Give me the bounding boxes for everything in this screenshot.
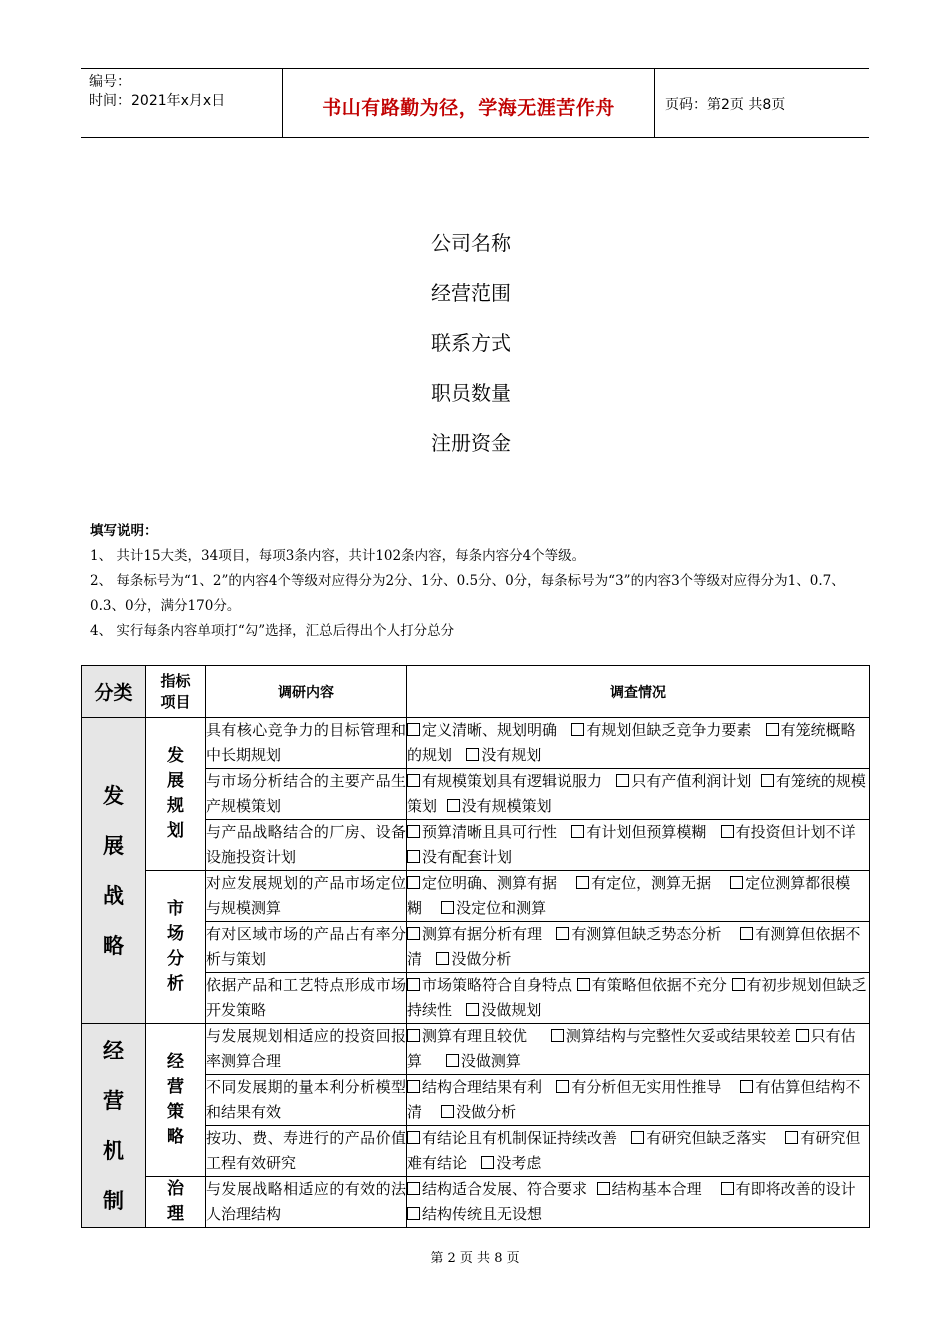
checkbox-option[interactable]	[577, 976, 727, 994]
column-header-indicator	[146, 666, 206, 718]
option-label: 有笼统的规模策划	[407, 772, 866, 815]
checkbox-icon[interactable]	[436, 952, 449, 965]
checkbox-icon[interactable]	[766, 723, 779, 736]
option-label: 没考虑	[496, 1154, 542, 1172]
checkbox-option[interactable]	[441, 1103, 516, 1121]
option-label: 测算结构与完整性欠妥或结果较差	[565, 1027, 791, 1045]
checkbox-option[interactable]	[631, 1129, 766, 1147]
checkbox-option[interactable]	[556, 925, 721, 943]
option-label: 有规划但缺乏竞争力要素	[586, 721, 752, 739]
checkbox-icon[interactable]	[447, 799, 460, 812]
instructions-title: 填写说明：	[90, 523, 158, 539]
checkbox-option[interactable]	[571, 823, 706, 841]
option-label: 有结论且有机制保证持续改善	[422, 1129, 618, 1147]
column-header-indicator-text: 指标项目	[160, 671, 191, 711]
table-row	[82, 1024, 870, 1075]
content-cell: 与发展战略相适应的有效的法人治理结构	[206, 1177, 407, 1228]
option-label: 有即将改善的设计	[735, 1180, 856, 1198]
checkbox-icon[interactable]	[721, 1182, 734, 1195]
content-cell: 有对区域市场的产品占有率分析与策划	[206, 922, 407, 973]
option-label: 有研究但缺乏落实	[646, 1129, 767, 1147]
indicator-cell	[146, 871, 206, 1024]
checkbox-option[interactable]	[551, 1027, 791, 1045]
checkbox-icon[interactable]	[551, 1029, 564, 1042]
option-label: 有策略但依据不充分	[591, 976, 727, 994]
checkbox-icon[interactable]	[571, 723, 584, 736]
option-label: 测算有理且较优	[422, 1027, 528, 1045]
content-cell: 对应发展规划的产品市场定位与规模测算	[206, 871, 407, 922]
checkbox-icon[interactable]	[407, 723, 420, 736]
checkbox-icon[interactable]	[407, 850, 420, 863]
indicator-name: 治理	[167, 1179, 184, 1224]
option-label: 有测算但依据不清	[407, 925, 861, 968]
checkbox-option[interactable]	[407, 721, 557, 739]
checkbox-icon[interactable]	[481, 1156, 494, 1169]
checkbox-icon[interactable]	[407, 1131, 420, 1144]
checkbox-icon[interactable]	[407, 1080, 420, 1093]
checkbox-icon[interactable]	[721, 825, 734, 838]
content-cell: 与市场分析结合的主要产品生产规模策划	[206, 769, 407, 820]
contact-field[interactable]: 联系方式	[431, 331, 511, 355]
category-name: 经营机制	[103, 1038, 124, 1213]
header-page-info: 页码：第2页 共8页	[665, 97, 786, 113]
content-cell: 与发展规划相适应的投资回报率测算合理	[206, 1024, 407, 1075]
option-label: 没做测算	[460, 1052, 521, 1070]
checkbox-option[interactable]	[407, 1205, 542, 1223]
table-row	[82, 718, 870, 769]
option-label: 定义清晰、规划明确	[422, 721, 558, 739]
options-cell	[407, 820, 870, 871]
checkbox-option[interactable]	[447, 797, 552, 815]
content-cell: 与产品战略结合的厂房、设备设施投资计划	[206, 820, 407, 871]
options-cell	[407, 1024, 870, 1075]
option-label: 有计划但预算模糊	[586, 823, 707, 841]
registered-capital-field[interactable]: 注册资金	[431, 431, 511, 455]
option-label: 没有配套计划	[422, 848, 513, 866]
options-cell	[407, 1126, 870, 1177]
option-label: 没做规划	[481, 1001, 542, 1019]
instructions	[90, 519, 870, 644]
checkbox-option[interactable]	[466, 1001, 541, 1019]
page-footer: 第 2 页 共 8 页	[430, 1251, 520, 1266]
option-label: 有研究但难有结论	[407, 1129, 861, 1172]
option-label: 只有估算	[407, 1027, 856, 1070]
option-label: 有分析但无实用性推导	[571, 1078, 722, 1096]
option-label: 没有规模策划	[461, 797, 552, 815]
document-number-label: 编号：	[89, 74, 131, 90]
options-cell	[407, 871, 870, 922]
indicator-name: 发展规划	[167, 746, 184, 841]
option-label: 有估算但结构不清	[407, 1078, 861, 1121]
document-date: 时间：2021年x月x日	[89, 93, 226, 109]
options-cell	[407, 1177, 870, 1228]
instruction-line: 2、 每条标号为“1、2”的内容4个等级对应得分为2分、1分、0.5分、0分，每条标号为“3”的内容3个等级对应得分为1、0.7、0.3、0分，满分170分。	[90, 573, 845, 614]
option-label: 结构基本合理	[611, 1180, 702, 1198]
column-header-content: 调研内容	[206, 666, 407, 718]
checkbox-icon[interactable]	[740, 927, 753, 940]
checkbox-icon[interactable]	[407, 1207, 420, 1220]
checkbox-icon[interactable]	[556, 927, 569, 940]
checkbox-icon[interactable]	[466, 1003, 479, 1016]
checkbox-icon[interactable]	[761, 774, 774, 787]
checkbox-option[interactable]	[571, 721, 751, 739]
option-label: 有测算但缺乏势态分析	[571, 925, 722, 943]
indicator-name: 市场分析	[167, 899, 184, 994]
category-name: 发展战略	[103, 783, 124, 958]
column-header-situation: 调查情况	[407, 666, 870, 718]
checkbox-icon[interactable]	[407, 825, 420, 838]
option-label: 有初步规划但缺乏持续性	[407, 976, 867, 1019]
checkbox-icon[interactable]	[577, 978, 590, 991]
content-cell: 具有核心竞争力的目标管理和中长期规划	[206, 718, 407, 769]
option-label: 有定位，测算无据	[591, 874, 712, 892]
checkbox-option[interactable]	[407, 772, 602, 790]
instruction-line: 4、 实行每条内容单项打“勾”选择，汇总后得出个人打分总分	[90, 623, 455, 639]
content-cell: 按功、费、寿进行的产品价值工程有效研究	[206, 1126, 407, 1177]
staff-count-field[interactable]: 职员数量	[431, 381, 511, 405]
checkbox-option[interactable]	[436, 950, 511, 968]
checkbox-option[interactable]	[446, 1052, 521, 1070]
business-scope-field[interactable]: 经营范围	[431, 281, 511, 305]
checkbox-option[interactable]	[407, 848, 512, 866]
page-header	[81, 68, 869, 138]
checkbox-option[interactable]	[556, 1078, 721, 1096]
checkbox-icon[interactable]	[407, 1029, 420, 1042]
checkbox-icon[interactable]	[466, 748, 479, 761]
checkbox-icon[interactable]	[446, 1054, 459, 1067]
indicator-cell	[146, 718, 206, 871]
checkbox-option[interactable]	[481, 1154, 541, 1172]
checkbox-icon[interactable]	[576, 876, 589, 889]
option-label: 有投资但计划不详	[735, 823, 856, 841]
indicator-cell	[146, 1024, 206, 1177]
option-label: 结构传统且无设想	[422, 1205, 543, 1223]
checkbox-option[interactable]	[407, 823, 557, 841]
company-info-list	[431, 228, 511, 478]
options-cell	[407, 769, 870, 820]
options-cell	[407, 922, 870, 973]
option-label: 测算有据分析有理	[422, 925, 543, 943]
options-cell	[407, 1075, 870, 1126]
checkbox-option[interactable]	[466, 746, 541, 764]
checkbox-icon[interactable]	[732, 978, 745, 991]
option-label: 结构合理结果有利	[422, 1078, 543, 1096]
checkbox-icon[interactable]	[441, 901, 454, 914]
checkbox-icon[interactable]	[571, 825, 584, 838]
checkbox-option[interactable]	[721, 823, 856, 841]
checkbox-icon[interactable]	[407, 1182, 420, 1195]
checkbox-option[interactable]	[721, 1180, 856, 1198]
checkbox-option[interactable]	[597, 1180, 702, 1198]
checkbox-option[interactable]	[407, 1078, 542, 1096]
company-name-field[interactable]: 公司名称	[431, 231, 511, 255]
checkbox-option[interactable]	[407, 1129, 617, 1147]
checkbox-icon[interactable]	[785, 1131, 798, 1144]
checkbox-option[interactable]	[407, 925, 542, 943]
checkbox-icon[interactable]	[597, 1182, 610, 1195]
checkbox-icon[interactable]	[730, 876, 743, 889]
checkbox-icon[interactable]	[556, 1080, 569, 1093]
category-cell	[82, 718, 146, 1024]
indicator-cell	[146, 1177, 206, 1228]
checkbox-icon[interactable]	[407, 978, 420, 991]
option-label: 市场策略符合自身特点	[422, 976, 573, 994]
option-label: 有笼统概略的规划	[407, 721, 856, 764]
checkbox-option[interactable]	[407, 976, 572, 994]
option-label: 没做分析	[456, 1103, 517, 1121]
option-label: 定位测算都很模糊	[407, 874, 851, 917]
option-label: 定位明确、测算有据	[422, 874, 558, 892]
checkbox-icon[interactable]	[796, 1029, 809, 1042]
instruction-line: 1、 共计15大类，34项目，每项3条内容，共计102条内容，每条内容分4个等级。	[90, 548, 586, 564]
checkbox-icon[interactable]	[407, 774, 420, 787]
checkbox-option[interactable]	[407, 874, 557, 892]
table-header-row	[82, 666, 870, 718]
header-motto: 书山有路勤为径，学海无涯苦作舟	[283, 69, 655, 137]
option-label: 预算清晰且具可行性	[422, 823, 558, 841]
option-label: 只有产值利润计划	[631, 772, 752, 790]
option-label: 结构适合发展、符合要求	[422, 1180, 588, 1198]
checkbox-icon[interactable]	[616, 774, 629, 787]
column-header-category: 分类	[82, 666, 146, 718]
checkbox-icon[interactable]	[740, 1080, 753, 1093]
table-row	[82, 871, 870, 922]
checkbox-option[interactable]	[616, 772, 751, 790]
content-cell: 不同发展期的量本利分析模型和结果有效	[206, 1075, 407, 1126]
indicator-name: 经营策略	[167, 1052, 184, 1147]
content-cell: 依据产品和工艺特点形成市场开发策略	[206, 973, 407, 1024]
checkbox-icon[interactable]	[631, 1131, 644, 1144]
checkbox-option[interactable]	[407, 1180, 587, 1198]
checkbox-icon[interactable]	[441, 1105, 454, 1118]
checkbox-icon[interactable]	[407, 927, 420, 940]
survey-table	[81, 665, 870, 1228]
checkbox-icon[interactable]	[407, 876, 420, 889]
checkbox-option[interactable]	[576, 874, 711, 892]
options-cell	[407, 973, 870, 1024]
option-label: 有规模策划具有逻辑说服力	[422, 772, 603, 790]
checkbox-option[interactable]	[407, 1027, 527, 1045]
options-cell	[407, 718, 870, 769]
option-label: 没做分析	[451, 950, 512, 968]
category-cell	[82, 1024, 146, 1228]
table-row	[82, 1177, 870, 1228]
header-meta	[81, 69, 283, 137]
option-label: 没有规划	[481, 746, 542, 764]
checkbox-option[interactable]	[441, 899, 546, 917]
option-label: 没定位和测算	[456, 899, 547, 917]
